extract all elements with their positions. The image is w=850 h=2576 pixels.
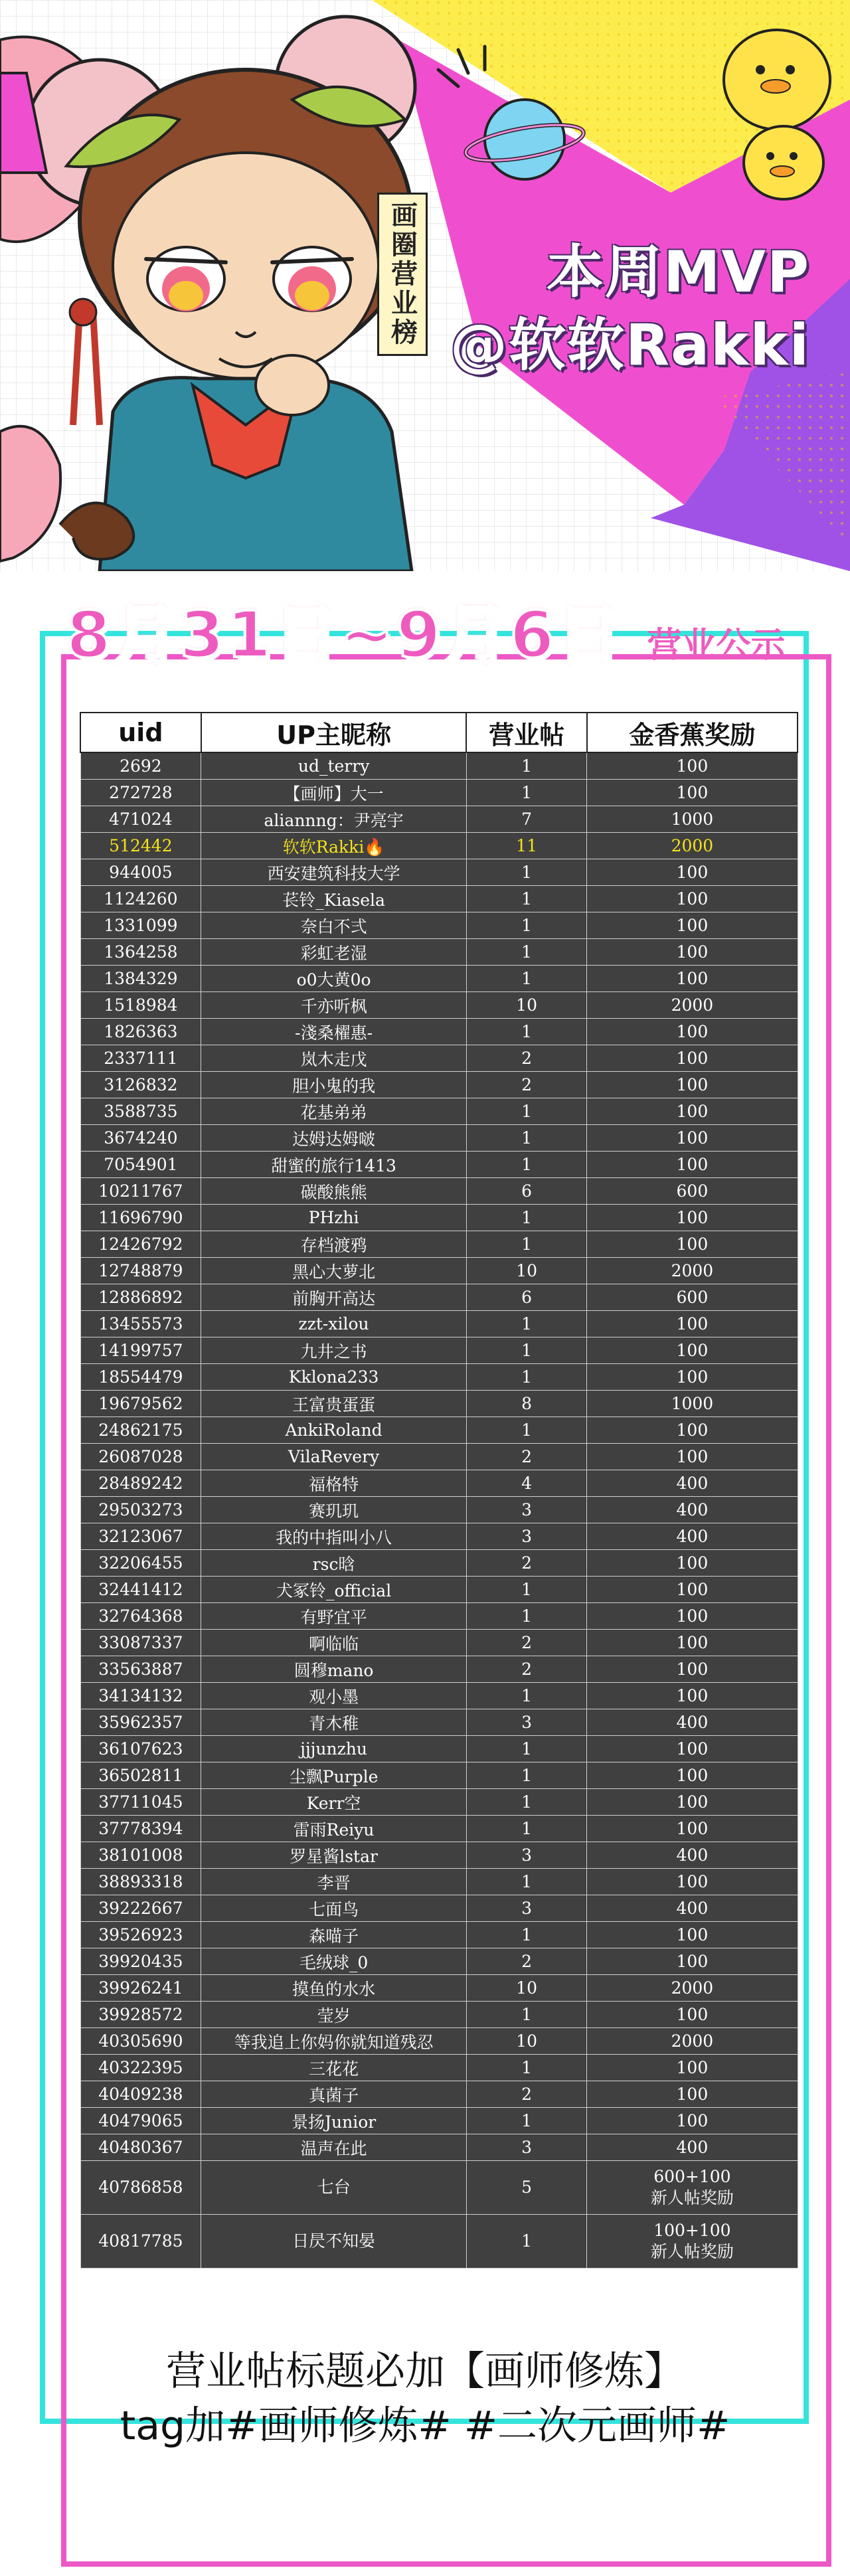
table-row bbox=[80, 2134, 798, 2161]
cell-reward: 100 bbox=[587, 912, 798, 939]
table-row bbox=[80, 2002, 798, 2028]
table-row bbox=[80, 1922, 798, 1948]
table-row bbox=[80, 1683, 798, 1709]
cell-nickname: 温声在此 bbox=[201, 2134, 467, 2161]
cell-posts: 1 bbox=[466, 1019, 586, 1045]
cell-nickname: 九井之书 bbox=[201, 1337, 467, 1364]
cell-nickname: 毛绒球_0 bbox=[201, 1948, 467, 1975]
cell-uid: 40480367 bbox=[80, 2134, 201, 2161]
cell-reward: 100 bbox=[587, 1603, 798, 1630]
cell-nickname: 碳酸熊熊 bbox=[201, 1178, 467, 1205]
cell-reward: 100 bbox=[587, 2108, 798, 2134]
cell-uid: 39920435 bbox=[80, 1948, 201, 1975]
cell-nickname: 岚木走戊 bbox=[201, 1045, 467, 1072]
cell-uid: 1384329 bbox=[80, 966, 201, 992]
cell-reward: 400 bbox=[587, 1709, 798, 1736]
cell-reward: 100 bbox=[587, 1125, 798, 1152]
cell-reward: 100 bbox=[587, 1364, 798, 1391]
table-row bbox=[80, 939, 798, 966]
cell-uid: 3126832 bbox=[80, 1072, 201, 1098]
cell-nickname: 达姆达姆啵 bbox=[201, 1125, 467, 1152]
cell-reward bbox=[587, 2215, 798, 2269]
reward-amount: 100+100 bbox=[653, 2221, 731, 2240]
cell-reward: 100 bbox=[587, 1762, 798, 1789]
cell-reward: 100 bbox=[587, 1337, 798, 1364]
cell-reward: 2000 bbox=[587, 833, 798, 859]
cell-posts: 1 bbox=[466, 1736, 586, 1762]
table-row bbox=[80, 1205, 798, 1231]
reward-amount: 600+100 bbox=[653, 2167, 731, 2186]
cell-reward: 100 bbox=[587, 859, 798, 886]
table-row bbox=[80, 1975, 798, 2002]
cell-nickname: 青木稚 bbox=[201, 1709, 467, 1736]
cell-reward: 100 bbox=[587, 1789, 798, 1816]
cell-reward: 100 bbox=[587, 1869, 798, 1895]
cell-uid: 512442 bbox=[80, 833, 201, 859]
cell-posts: 7 bbox=[466, 806, 586, 833]
cell-uid: 40817785 bbox=[80, 2215, 201, 2269]
table-row bbox=[80, 912, 798, 939]
cell-posts: 2 bbox=[466, 1444, 586, 1470]
cell-uid: 38101008 bbox=[80, 1842, 201, 1869]
cell-nickname: 前胸开高达 bbox=[201, 1284, 467, 1311]
cell-posts: 10 bbox=[466, 1975, 586, 2002]
cell-reward: 100 bbox=[587, 1098, 798, 1125]
cell-uid: 18554479 bbox=[80, 1364, 201, 1391]
cell-posts: 2 bbox=[466, 1072, 586, 1098]
cell-uid: 39926241 bbox=[80, 1975, 201, 2002]
cell-uid: 3588735 bbox=[80, 1098, 201, 1125]
cell-nickname: zzt-xilou bbox=[201, 1311, 467, 1337]
reward-note: 新人帖奖励 bbox=[650, 2242, 734, 2261]
cell-nickname: 甜蜜的旅行1413 bbox=[201, 1152, 467, 1178]
cell-uid: 39526923 bbox=[80, 1922, 201, 1948]
cell-nickname: 有野宜平 bbox=[201, 1603, 467, 1630]
cell-posts: 3 bbox=[466, 1842, 586, 1869]
cell-reward: 100 bbox=[587, 1816, 798, 1842]
cell-nickname: 存档渡鸦 bbox=[201, 1231, 467, 1258]
cell-nickname: 福格特 bbox=[201, 1470, 467, 1497]
cell-nickname: 软软Rakki🔥 bbox=[201, 833, 467, 859]
table-row bbox=[80, 1497, 798, 1523]
cell-nickname: 莹岁 bbox=[201, 2002, 467, 2028]
table-row bbox=[80, 806, 798, 833]
cell-uid: 34134132 bbox=[80, 1683, 201, 1709]
cell-reward: 100 bbox=[587, 1152, 798, 1178]
cell-nickname: 日昃不知晏 bbox=[201, 2215, 467, 2269]
cell-nickname: 黑心大萝北 bbox=[201, 1258, 467, 1284]
table-row bbox=[80, 2055, 798, 2081]
cell-reward: 400 bbox=[587, 1470, 798, 1497]
cell-nickname: o0大黄0o bbox=[201, 966, 467, 992]
table-row bbox=[80, 1709, 798, 1736]
cell-uid: 29503273 bbox=[80, 1497, 201, 1523]
cell-uid: 32123067 bbox=[80, 1523, 201, 1550]
date-subtitle: 营业公示 bbox=[647, 626, 786, 665]
cell-reward: 100 bbox=[587, 966, 798, 992]
cell-posts: 1 bbox=[466, 966, 586, 992]
cell-posts: 2 bbox=[466, 1656, 586, 1683]
cell-posts: 3 bbox=[466, 1523, 586, 1550]
cell-uid: 32441412 bbox=[80, 1577, 201, 1603]
cell-uid: 10211767 bbox=[80, 1178, 201, 1205]
cell-uid: 1331099 bbox=[80, 912, 201, 939]
footer-line1: 营业帖标题必加【画师修炼】 bbox=[166, 2348, 684, 2395]
cell-nickname: rsc晗 bbox=[201, 1550, 467, 1577]
table-row bbox=[80, 1577, 798, 1603]
cell-uid: 3674240 bbox=[80, 1125, 201, 1152]
cell-posts: 3 bbox=[466, 1709, 586, 1736]
table-row bbox=[80, 833, 798, 859]
mvp-title-line2: @软软Rakki bbox=[450, 312, 810, 379]
cell-reward: 100 bbox=[587, 1019, 798, 1045]
cell-reward: 100 bbox=[587, 1550, 798, 1577]
cell-posts: 6 bbox=[466, 1284, 586, 1311]
cell-posts: 1 bbox=[466, 780, 586, 806]
cell-nickname: 雷雨Reiyu bbox=[201, 1816, 467, 1842]
cell-reward bbox=[587, 2161, 798, 2215]
cell-uid: 1364258 bbox=[80, 939, 201, 966]
table-row bbox=[80, 752, 798, 780]
cell-reward: 100 bbox=[587, 780, 798, 806]
cell-nickname: 等我追上你妈你就知道残忍 bbox=[201, 2028, 467, 2055]
cell-uid: 36502811 bbox=[80, 1762, 201, 1789]
table-header-row bbox=[80, 713, 798, 752]
cell-posts: 1 bbox=[466, 1205, 586, 1231]
cell-reward: 100 bbox=[587, 1072, 798, 1098]
cell-reward: 1000 bbox=[587, 806, 798, 833]
cell-nickname: 啊临临 bbox=[201, 1630, 467, 1656]
cell-uid: 39928572 bbox=[80, 2002, 201, 2028]
cell-nickname: 摸鱼的水水 bbox=[201, 1975, 467, 2002]
table-row bbox=[80, 1125, 798, 1152]
cell-posts: 3 bbox=[466, 1497, 586, 1523]
cell-reward: 2000 bbox=[587, 1258, 798, 1284]
cell-posts: 1 bbox=[466, 1922, 586, 1948]
cell-reward: 100 bbox=[587, 1577, 798, 1603]
table-row bbox=[80, 1284, 798, 1311]
cell-nickname: 苌铃_Kiasela bbox=[201, 886, 467, 912]
cell-nickname: 七面鸟 bbox=[201, 1895, 467, 1922]
cell-reward: 400 bbox=[587, 1842, 798, 1869]
cell-reward: 100 bbox=[587, 1683, 798, 1709]
cell-posts: 1 bbox=[466, 1364, 586, 1391]
header-banner bbox=[0, 0, 850, 571]
cell-uid: 272728 bbox=[80, 780, 201, 806]
cell-nickname: 【画师】大一 bbox=[201, 780, 467, 806]
cell-posts: 1 bbox=[466, 1417, 586, 1444]
cell-reward: 100 bbox=[587, 1311, 798, 1337]
cell-posts: 1 bbox=[466, 912, 586, 939]
cell-posts: 1 bbox=[466, 1603, 586, 1630]
cell-uid: 12426792 bbox=[80, 1231, 201, 1258]
table-row bbox=[80, 886, 798, 912]
cell-posts: 8 bbox=[466, 1391, 586, 1417]
cell-uid: 35962357 bbox=[80, 1709, 201, 1736]
cell-nickname: 圆穆mano bbox=[201, 1656, 467, 1683]
table-body bbox=[80, 752, 798, 2269]
cell-posts: 1 bbox=[466, 1869, 586, 1895]
cell-nickname: Kklona233 bbox=[201, 1364, 467, 1391]
cell-uid: 40409238 bbox=[80, 2081, 201, 2108]
table-row bbox=[80, 966, 798, 992]
cell-uid: 471024 bbox=[80, 806, 201, 833]
cell-uid: 2337111 bbox=[80, 1045, 201, 1072]
cell-uid: 2692 bbox=[80, 752, 201, 780]
cell-posts: 2 bbox=[466, 2081, 586, 2108]
cell-posts: 10 bbox=[466, 1258, 586, 1284]
cell-posts: 2 bbox=[466, 1948, 586, 1975]
cell-reward: 100 bbox=[587, 2002, 798, 2028]
cell-nickname: 三花花 bbox=[201, 2055, 467, 2081]
cell-uid: 37778394 bbox=[80, 1816, 201, 1842]
cell-posts: 1 bbox=[466, 2108, 586, 2134]
cell-posts: 11 bbox=[466, 833, 586, 859]
cell-posts: 1 bbox=[466, 1231, 586, 1258]
cell-nickname: VilaRevery bbox=[201, 1444, 467, 1470]
cell-nickname: Kerr空 bbox=[201, 1789, 467, 1816]
table-row bbox=[80, 1231, 798, 1258]
cell-nickname: -淺桑櫂惠- bbox=[201, 1019, 467, 1045]
cell-reward: 100 bbox=[587, 1417, 798, 1444]
cell-posts: 6 bbox=[466, 1178, 586, 1205]
cell-reward: 400 bbox=[587, 1895, 798, 1922]
cell-nickname: 奈白不弍 bbox=[201, 912, 467, 939]
cell-reward: 100 bbox=[587, 752, 798, 780]
cell-reward: 100 bbox=[587, 1736, 798, 1762]
cell-nickname: 七台 bbox=[201, 2161, 467, 2215]
cell-nickname: AnkiRoland bbox=[201, 1417, 467, 1444]
cell-nickname: 花基弟弟 bbox=[201, 1098, 467, 1125]
cell-reward: 100 bbox=[587, 1231, 798, 1258]
cell-reward: 100 bbox=[587, 1630, 798, 1656]
cell-posts: 1 bbox=[466, 1816, 586, 1842]
cell-posts: 3 bbox=[466, 1895, 586, 1922]
table-row bbox=[80, 1603, 798, 1630]
cell-reward: 100 bbox=[587, 886, 798, 912]
table-row bbox=[80, 1337, 798, 1364]
table-row bbox=[80, 1948, 798, 1975]
reward-note: 新人帖奖励 bbox=[650, 2188, 734, 2207]
cell-posts: 1 bbox=[466, 886, 586, 912]
cell-uid: 33087337 bbox=[80, 1630, 201, 1656]
cell-posts: 1 bbox=[466, 1789, 586, 1816]
cell-posts: 10 bbox=[466, 992, 586, 1019]
cell-posts: 1 bbox=[466, 1152, 586, 1178]
table-row bbox=[80, 1258, 798, 1284]
table-row bbox=[80, 1364, 798, 1391]
table-row bbox=[80, 1550, 798, 1577]
cell-uid: 13455573 bbox=[80, 1311, 201, 1337]
cell-posts: 1 bbox=[466, 1762, 586, 1789]
table-row bbox=[80, 2108, 798, 2134]
cell-nickname: 彩虹老湿 bbox=[201, 939, 467, 966]
cell-reward: 100 bbox=[587, 1948, 798, 1975]
table-row bbox=[80, 1842, 798, 1869]
table-row bbox=[80, 992, 798, 1019]
cell-nickname: 胆小鬼的我 bbox=[201, 1072, 467, 1098]
cell-uid: 40322395 bbox=[80, 2055, 201, 2081]
cell-posts: 1 bbox=[466, 1337, 586, 1364]
cell-reward: 400 bbox=[587, 1497, 798, 1523]
cell-reward: 600 bbox=[587, 1284, 798, 1311]
footer-line2: tag加#画师修炼# #二次元画师# bbox=[120, 2403, 730, 2449]
cell-reward: 400 bbox=[587, 2134, 798, 2161]
mvp-title-line1: 本周MVP bbox=[546, 239, 810, 305]
table-row bbox=[80, 1045, 798, 1072]
cell-nickname: 王富贵蛋蛋 bbox=[201, 1391, 467, 1417]
cell-nickname: 犬冢铃_official bbox=[201, 1577, 467, 1603]
cell-reward: 2000 bbox=[587, 2028, 798, 2055]
table-row bbox=[80, 1178, 798, 1205]
table-row bbox=[80, 1072, 798, 1098]
header-posts: 营业帖 bbox=[466, 713, 586, 752]
cell-uid: 39222667 bbox=[80, 1895, 201, 1922]
cell-uid: 40479065 bbox=[80, 2108, 201, 2134]
cell-reward: 2000 bbox=[587, 992, 798, 1019]
cell-reward: 100 bbox=[587, 1922, 798, 1948]
cell-posts: 1 bbox=[466, 1577, 586, 1603]
header-reward: 金香蕉奖励 bbox=[587, 713, 798, 752]
table-row bbox=[80, 2028, 798, 2055]
table-row bbox=[80, 1736, 798, 1762]
table-row bbox=[80, 1311, 798, 1337]
cell-posts: 1 bbox=[466, 1311, 586, 1337]
cell-reward: 1000 bbox=[587, 1391, 798, 1417]
cell-uid: 1518984 bbox=[80, 992, 201, 1019]
cell-nickname: 西安建筑科技大学 bbox=[201, 859, 467, 886]
table-row bbox=[80, 1869, 798, 1895]
table-row bbox=[80, 1444, 798, 1470]
date-range-heading bbox=[66, 584, 786, 672]
cell-posts: 1 bbox=[466, 1098, 586, 1125]
cell-posts: 1 bbox=[466, 2002, 586, 2028]
ranking-table bbox=[80, 712, 798, 2269]
cell-uid: 37711045 bbox=[80, 1789, 201, 1816]
cell-posts: 3 bbox=[466, 2134, 586, 2161]
table-row bbox=[80, 1152, 798, 1178]
cell-uid: 33563887 bbox=[80, 1656, 201, 1683]
table-row bbox=[80, 1816, 798, 1842]
cell-posts: 1 bbox=[466, 939, 586, 966]
cell-uid: 26087028 bbox=[80, 1444, 201, 1470]
cell-nickname: PHzhi bbox=[201, 1205, 467, 1231]
cell-nickname: ud_terry bbox=[201, 752, 467, 780]
cell-posts: 2 bbox=[466, 1550, 586, 1577]
cell-posts: 10 bbox=[466, 2028, 586, 2055]
cell-nickname: 观小墨 bbox=[201, 1683, 467, 1709]
cell-uid: 40305690 bbox=[80, 2028, 201, 2055]
cell-uid: 7054901 bbox=[80, 1152, 201, 1178]
cell-uid: 944005 bbox=[80, 859, 201, 886]
cell-reward: 2000 bbox=[587, 1975, 798, 2002]
cell-posts: 5 bbox=[466, 2161, 586, 2215]
cell-uid: 11696790 bbox=[80, 1205, 201, 1231]
cell-uid: 12748879 bbox=[80, 1258, 201, 1284]
table-row bbox=[80, 780, 798, 806]
header-nickname: UP主昵称 bbox=[201, 713, 467, 752]
cell-posts: 2 bbox=[466, 1630, 586, 1656]
cell-uid: 12886892 bbox=[80, 1284, 201, 1311]
cell-nickname: jjjunzhu bbox=[201, 1736, 467, 1762]
cell-nickname: 森喵子 bbox=[201, 1922, 467, 1948]
ranking-seal: 画圈营业榜 bbox=[377, 193, 428, 356]
cell-uid: 40786858 bbox=[80, 2161, 201, 2215]
table-row bbox=[80, 1895, 798, 1922]
cell-reward: 400 bbox=[587, 1523, 798, 1550]
cell-posts: 1 bbox=[466, 752, 586, 780]
cell-uid: 38893318 bbox=[80, 1869, 201, 1895]
cell-reward: 100 bbox=[587, 1656, 798, 1683]
cell-posts: 1 bbox=[466, 1683, 586, 1709]
cell-nickname: 千亦听枫 bbox=[201, 992, 467, 1019]
cell-posts: 1 bbox=[466, 859, 586, 886]
cell-posts: 1 bbox=[466, 2215, 586, 2269]
cell-uid: 36107623 bbox=[80, 1736, 201, 1762]
cell-nickname: 罗星酱lstar bbox=[201, 1842, 467, 1869]
cell-posts: 4 bbox=[466, 1470, 586, 1497]
table-row bbox=[80, 1630, 798, 1656]
cell-nickname: 尘飘Purple bbox=[201, 1762, 467, 1789]
cell-nickname: 赛玑玑 bbox=[201, 1497, 467, 1523]
table-row bbox=[80, 2081, 798, 2108]
table-row bbox=[80, 2161, 798, 2215]
table-row bbox=[80, 1417, 798, 1444]
cell-nickname: 景扬Junior bbox=[201, 2108, 467, 2134]
table-row bbox=[80, 1098, 798, 1125]
cell-uid: 24862175 bbox=[80, 1417, 201, 1444]
cell-reward: 100 bbox=[587, 939, 798, 966]
table-row bbox=[80, 1789, 798, 1816]
table-row bbox=[80, 1391, 798, 1417]
cell-posts: 1 bbox=[466, 2055, 586, 2081]
table-row bbox=[80, 1470, 798, 1497]
cell-nickname: 真菌子 bbox=[201, 2081, 467, 2108]
cell-nickname: 我的中指叫小八 bbox=[201, 1523, 467, 1550]
table-row bbox=[80, 1019, 798, 1045]
cell-uid: 1826363 bbox=[80, 1019, 201, 1045]
cell-reward: 100 bbox=[587, 2055, 798, 2081]
header-uid: uid bbox=[80, 713, 201, 752]
cell-uid: 19679562 bbox=[80, 1391, 201, 1417]
cell-posts: 2 bbox=[466, 1045, 586, 1072]
cell-reward: 600 bbox=[587, 1178, 798, 1205]
cell-reward: 100 bbox=[587, 2081, 798, 2108]
table-row bbox=[80, 1762, 798, 1789]
date-range: 8月31日~9月6日 bbox=[66, 598, 624, 672]
cell-uid: 32764368 bbox=[80, 1603, 201, 1630]
table-row bbox=[80, 859, 798, 886]
cell-reward: 100 bbox=[587, 1444, 798, 1470]
cell-reward: 100 bbox=[587, 1205, 798, 1231]
mvp-title bbox=[438, 236, 810, 382]
footer-note bbox=[0, 2344, 850, 2453]
table-row bbox=[80, 2215, 798, 2269]
cell-nickname: 李晋 bbox=[201, 1869, 467, 1895]
table-row bbox=[80, 1523, 798, 1550]
cell-uid: 32206455 bbox=[80, 1550, 201, 1577]
cell-nickname: aliannng：尹亮宇 bbox=[201, 806, 467, 833]
cell-reward: 100 bbox=[587, 1045, 798, 1072]
table-row bbox=[80, 1656, 798, 1683]
cell-uid: 1124260 bbox=[80, 886, 201, 912]
cell-posts: 1 bbox=[466, 1125, 586, 1152]
cell-uid: 28489242 bbox=[80, 1470, 201, 1497]
cell-uid: 14199757 bbox=[80, 1337, 201, 1364]
